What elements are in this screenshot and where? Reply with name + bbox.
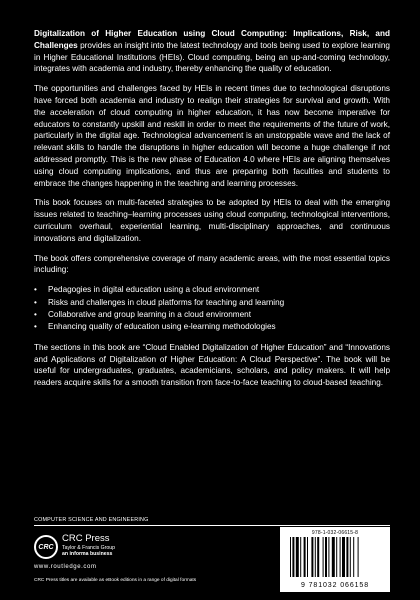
topic-text: Collaborative and group learning in a cloud environment [48, 309, 251, 319]
book-title-inline: Digitalization of Higher Education using Cloud Computing: Implications, Risk, and Challenges [34, 29, 390, 50]
bullet-icon: • [34, 309, 37, 319]
barcode-bar [323, 537, 324, 577]
crc-logo-icon: CRC [34, 535, 58, 559]
isbn-label: 978-1-032-06615-8 [311, 530, 359, 536]
intro-paragraph [34, 28, 390, 75]
list-item [34, 309, 390, 321]
ebook-note: CRC Press titles are available as eBook editions in a range of digital formats [34, 578, 197, 583]
barcode-bar [350, 537, 351, 577]
subject-category: COMPUTER SCIENCE AND ENGINEERING [34, 517, 149, 523]
barcode-bar [292, 537, 294, 577]
barcode-bar [342, 537, 345, 577]
barcode-bar [328, 537, 329, 577]
barcode-bar [325, 537, 327, 577]
publisher-group: Taylor & Francis Group [62, 545, 116, 551]
barcode-bar [311, 537, 313, 577]
barcode-bar [315, 537, 316, 577]
barcode-bar [346, 537, 348, 577]
list-item [34, 321, 390, 333]
publisher-website: www.routledge.com [34, 564, 97, 570]
bullet-icon: • [34, 322, 37, 332]
barcode-bar [290, 537, 291, 577]
barcode-panel [280, 527, 390, 592]
bullet-icon: • [34, 297, 37, 307]
list-item [34, 284, 390, 296]
publisher-block [34, 531, 194, 571]
back-cover-description [34, 28, 390, 397]
barcode-bar [353, 537, 354, 577]
barcode-bar [336, 537, 337, 577]
publisher-name: CRC Press [62, 533, 110, 544]
opportunities-paragraph: The opportunities and challenges faced by HEIs in recent times due to technological disruptions have forced both academia and industry to realign their strategies for survival and growth. With the acceleration of cloud computing in higher education, it has now become imperative for educators to constantly upskill and reskill in order to meet the requirements of the future of work, particularly in the digital age. Technological advancement is an unstoppable wave and the lack of relevant skills to handle the disruptions in higher education will become a huge challenge if not addressed promptly. This is the new phase of Education 4.0 where HEIs are aligning themselves using cloud computing implications, and thus are preparing both faculties and students to embrace the changes happening in the teaching and learning processes. [34, 84, 390, 188]
publisher-parent: an informa business [62, 551, 113, 557]
intro-text: provides an insight into the latest technology and tools being used to explore learning in Higher Educational Institutions (HEIs). Cloud computing, being an up-and-coming technology, integrates with academia and industry, thereby enhancing the quality of education. [34, 40, 390, 74]
topic-text: Risks and challenges in cloud platforms for teaching and learning [48, 297, 285, 307]
barcode-bar [307, 537, 308, 577]
barcode-digits: 9 781032 066158 [301, 582, 369, 589]
barcode-bar [340, 537, 341, 577]
barcode-icon [288, 537, 382, 577]
focus-paragraph: This book focuses on multi-faceted strategies to be adopted by HEIs to deal with the emerging issues related to teaching–learning processes using cloud computing, technological interventions, curriculum overhaul, experiential learning, multi-disciplinary approaches, and continuous innovations and digitalization. [34, 198, 390, 243]
barcode-bar [296, 537, 299, 577]
coverage-paragraph: The book offers comprehensive coverage of many academic areas, with the most essential topics including: [34, 253, 390, 275]
barcode-bar [332, 537, 335, 577]
topic-text: Pedagogies in digital education using a cloud environment [48, 285, 260, 295]
divider [34, 525, 390, 526]
barcode-bar [300, 537, 301, 577]
bullet-icon: • [34, 285, 37, 295]
sections-paragraph: The sections in this book are “Cloud Enabled Digitalization of Higher Education” and “Innovations and Applications of Digitalization of Higher Education: A Cloud Perspective”. The book will be useful for undergraduates, graduates, academicians, scholars, and policy makers. It will help readers acquire skills for a smooth transition from face-to-face teaching to cloud-based teaching. [34, 342, 390, 388]
barcode-bar [304, 537, 306, 577]
barcode-bar [358, 537, 359, 577]
topics-list [34, 284, 390, 334]
topic-text: Enhancing quality of education using e-learning methodologies [48, 322, 276, 332]
barcode-bar [317, 537, 319, 577]
list-item [34, 297, 390, 309]
